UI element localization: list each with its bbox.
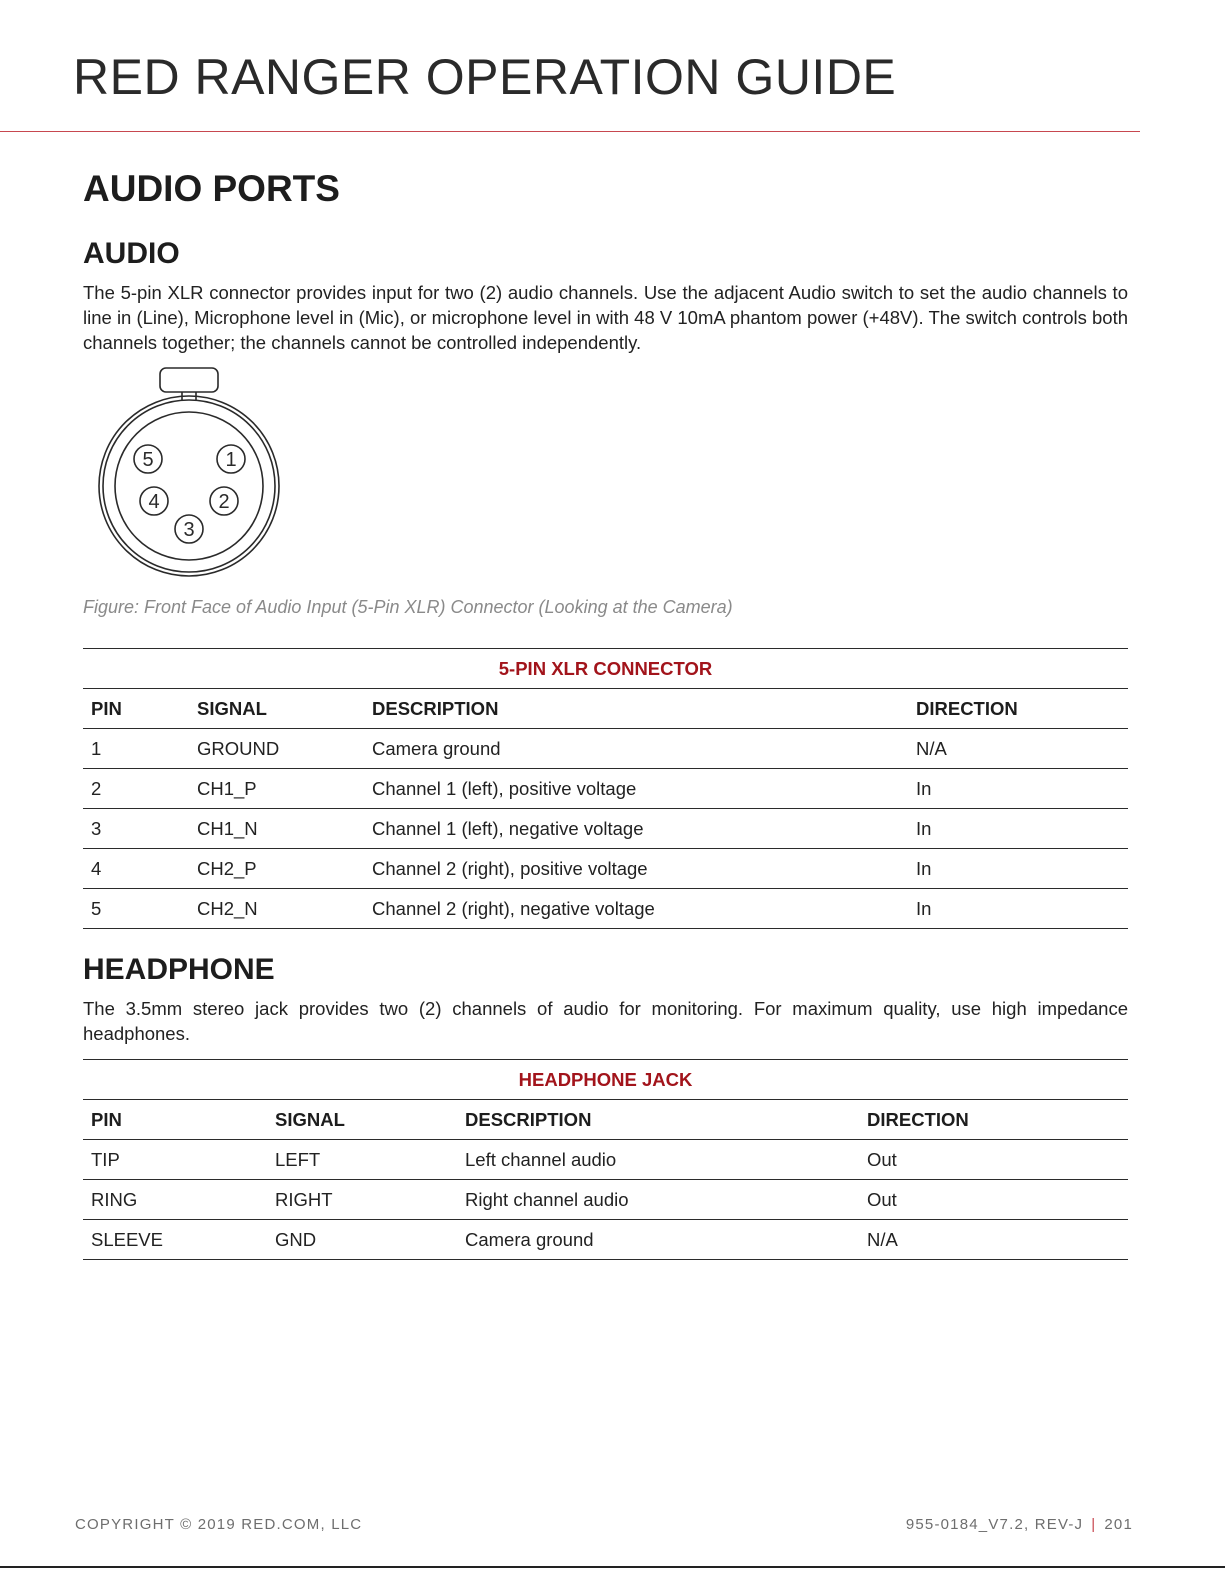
column-header: PIN xyxy=(83,689,189,729)
headphone-heading: HEADPHONE xyxy=(83,953,275,986)
footer-doc-info xyxy=(906,1516,1133,1533)
table-row xyxy=(83,729,1128,769)
table-cell: 5 xyxy=(83,889,189,929)
table-row xyxy=(83,889,1128,929)
table-row xyxy=(83,809,1128,849)
column-header: PIN xyxy=(83,1100,267,1140)
table-cell: Right channel audio xyxy=(457,1180,859,1220)
table-cell: Channel 2 (right), positive voltage xyxy=(364,849,908,889)
table-cell: GROUND xyxy=(189,729,364,769)
table-cell: Camera ground xyxy=(364,729,908,769)
table-cell: TIP xyxy=(83,1140,267,1180)
table-cell: LEFT xyxy=(267,1140,457,1180)
connector-latch xyxy=(160,368,218,392)
figure-caption: Figure: Front Face of Audio Input (5-Pin XLR) Connector (Looking at the Camera) xyxy=(83,597,733,617)
table-cell: RIGHT xyxy=(267,1180,457,1220)
pin-5-label: 5 xyxy=(142,449,154,471)
table-cell: CH1_N xyxy=(189,809,364,849)
xlr-pinout-table xyxy=(83,648,1128,929)
table-cell: 4 xyxy=(83,849,189,889)
header-rule xyxy=(0,131,1140,132)
table-cell: CH2_N xyxy=(189,889,364,929)
column-header: DESCRIPTION xyxy=(364,689,908,729)
table-row xyxy=(83,1140,1128,1180)
table-cell: Channel 2 (right), negative voltage xyxy=(364,889,908,929)
table-cell: GND xyxy=(267,1220,457,1260)
table-title: HEADPHONE JACK xyxy=(83,1060,1128,1100)
table-cell: N/A xyxy=(859,1220,1128,1260)
column-header: DIRECTION xyxy=(908,689,1128,729)
audio-description: The 5-pin XLR connector provides input for two (2) audio channels. Use the adjacent Audio switch to set the audio channels to line in (Line), Microphone level in (Mic), or microphone level in with 48 V 10mA phantom power (+48V). The switch controls both channels together; the channels cannot be controlled independently. xyxy=(83,282,1128,353)
table-cell: 2 xyxy=(83,769,189,809)
table-cell: Out xyxy=(859,1140,1128,1180)
table-cell: 1 xyxy=(83,729,189,769)
table-row xyxy=(83,1180,1128,1220)
headphone-description: The 3.5mm stereo jack provides two (2) channels of audio for monitoring. For maximum quality, use high impedance headphones. xyxy=(83,998,1128,1044)
table-cell: In xyxy=(908,889,1128,929)
pin-1-label: 1 xyxy=(225,449,237,471)
table-title: 5-PIN XLR CONNECTOR xyxy=(83,649,1128,689)
table-header-row xyxy=(83,1100,1128,1140)
table-cell: Channel 1 (left), negative voltage xyxy=(364,809,908,849)
footer-separator: | xyxy=(1091,1516,1097,1533)
table-cell: In xyxy=(908,809,1128,849)
column-header: DESCRIPTION xyxy=(457,1100,859,1140)
table-cell: Camera ground xyxy=(457,1220,859,1260)
column-header: DIRECTION xyxy=(859,1100,1128,1140)
table-cell: In xyxy=(908,769,1128,809)
column-header: SIGNAL xyxy=(267,1100,457,1140)
audio-heading: AUDIO xyxy=(83,237,180,270)
connector-middle-ring xyxy=(103,400,275,572)
pin-2-label: 2 xyxy=(218,491,230,513)
pin-3-label: 3 xyxy=(183,519,195,541)
footer-page-number: 201 xyxy=(1104,1516,1133,1533)
footer-doc-number: 955-0184_V7.2, REV-J xyxy=(905,1516,1084,1533)
table-cell: Channel 1 (left), positive voltage xyxy=(364,769,908,809)
table-cell: N/A xyxy=(908,729,1128,769)
page-heading: AUDIO PORTS xyxy=(83,168,340,209)
table-cell: CH1_P xyxy=(189,769,364,809)
footer-rule xyxy=(0,1566,1225,1568)
table-header-row xyxy=(83,689,1128,729)
table-row xyxy=(83,849,1128,889)
table-cell: 3 xyxy=(83,809,189,849)
headphone-pinout-table xyxy=(83,1059,1128,1260)
table-cell: Out xyxy=(859,1180,1128,1220)
table-cell: SLEEVE xyxy=(83,1220,267,1260)
connector-outer-ring xyxy=(99,396,279,576)
table-row xyxy=(83,769,1128,809)
column-header: SIGNAL xyxy=(189,689,364,729)
table-title-row xyxy=(83,649,1128,689)
guide-title: RED RANGER OPERATION GUIDE xyxy=(73,49,897,105)
table-cell: RING xyxy=(83,1180,267,1220)
footer-copyright: COPYRIGHT © 2019 RED.COM, LLC xyxy=(75,1516,363,1533)
xlr-connector-diagram xyxy=(96,364,284,580)
table-cell: Left channel audio xyxy=(457,1140,859,1180)
table-title-row xyxy=(83,1060,1128,1100)
table-cell: CH2_P xyxy=(189,849,364,889)
pin-4-label: 4 xyxy=(148,491,160,513)
table-cell: In xyxy=(908,849,1128,889)
table-row xyxy=(83,1220,1128,1260)
